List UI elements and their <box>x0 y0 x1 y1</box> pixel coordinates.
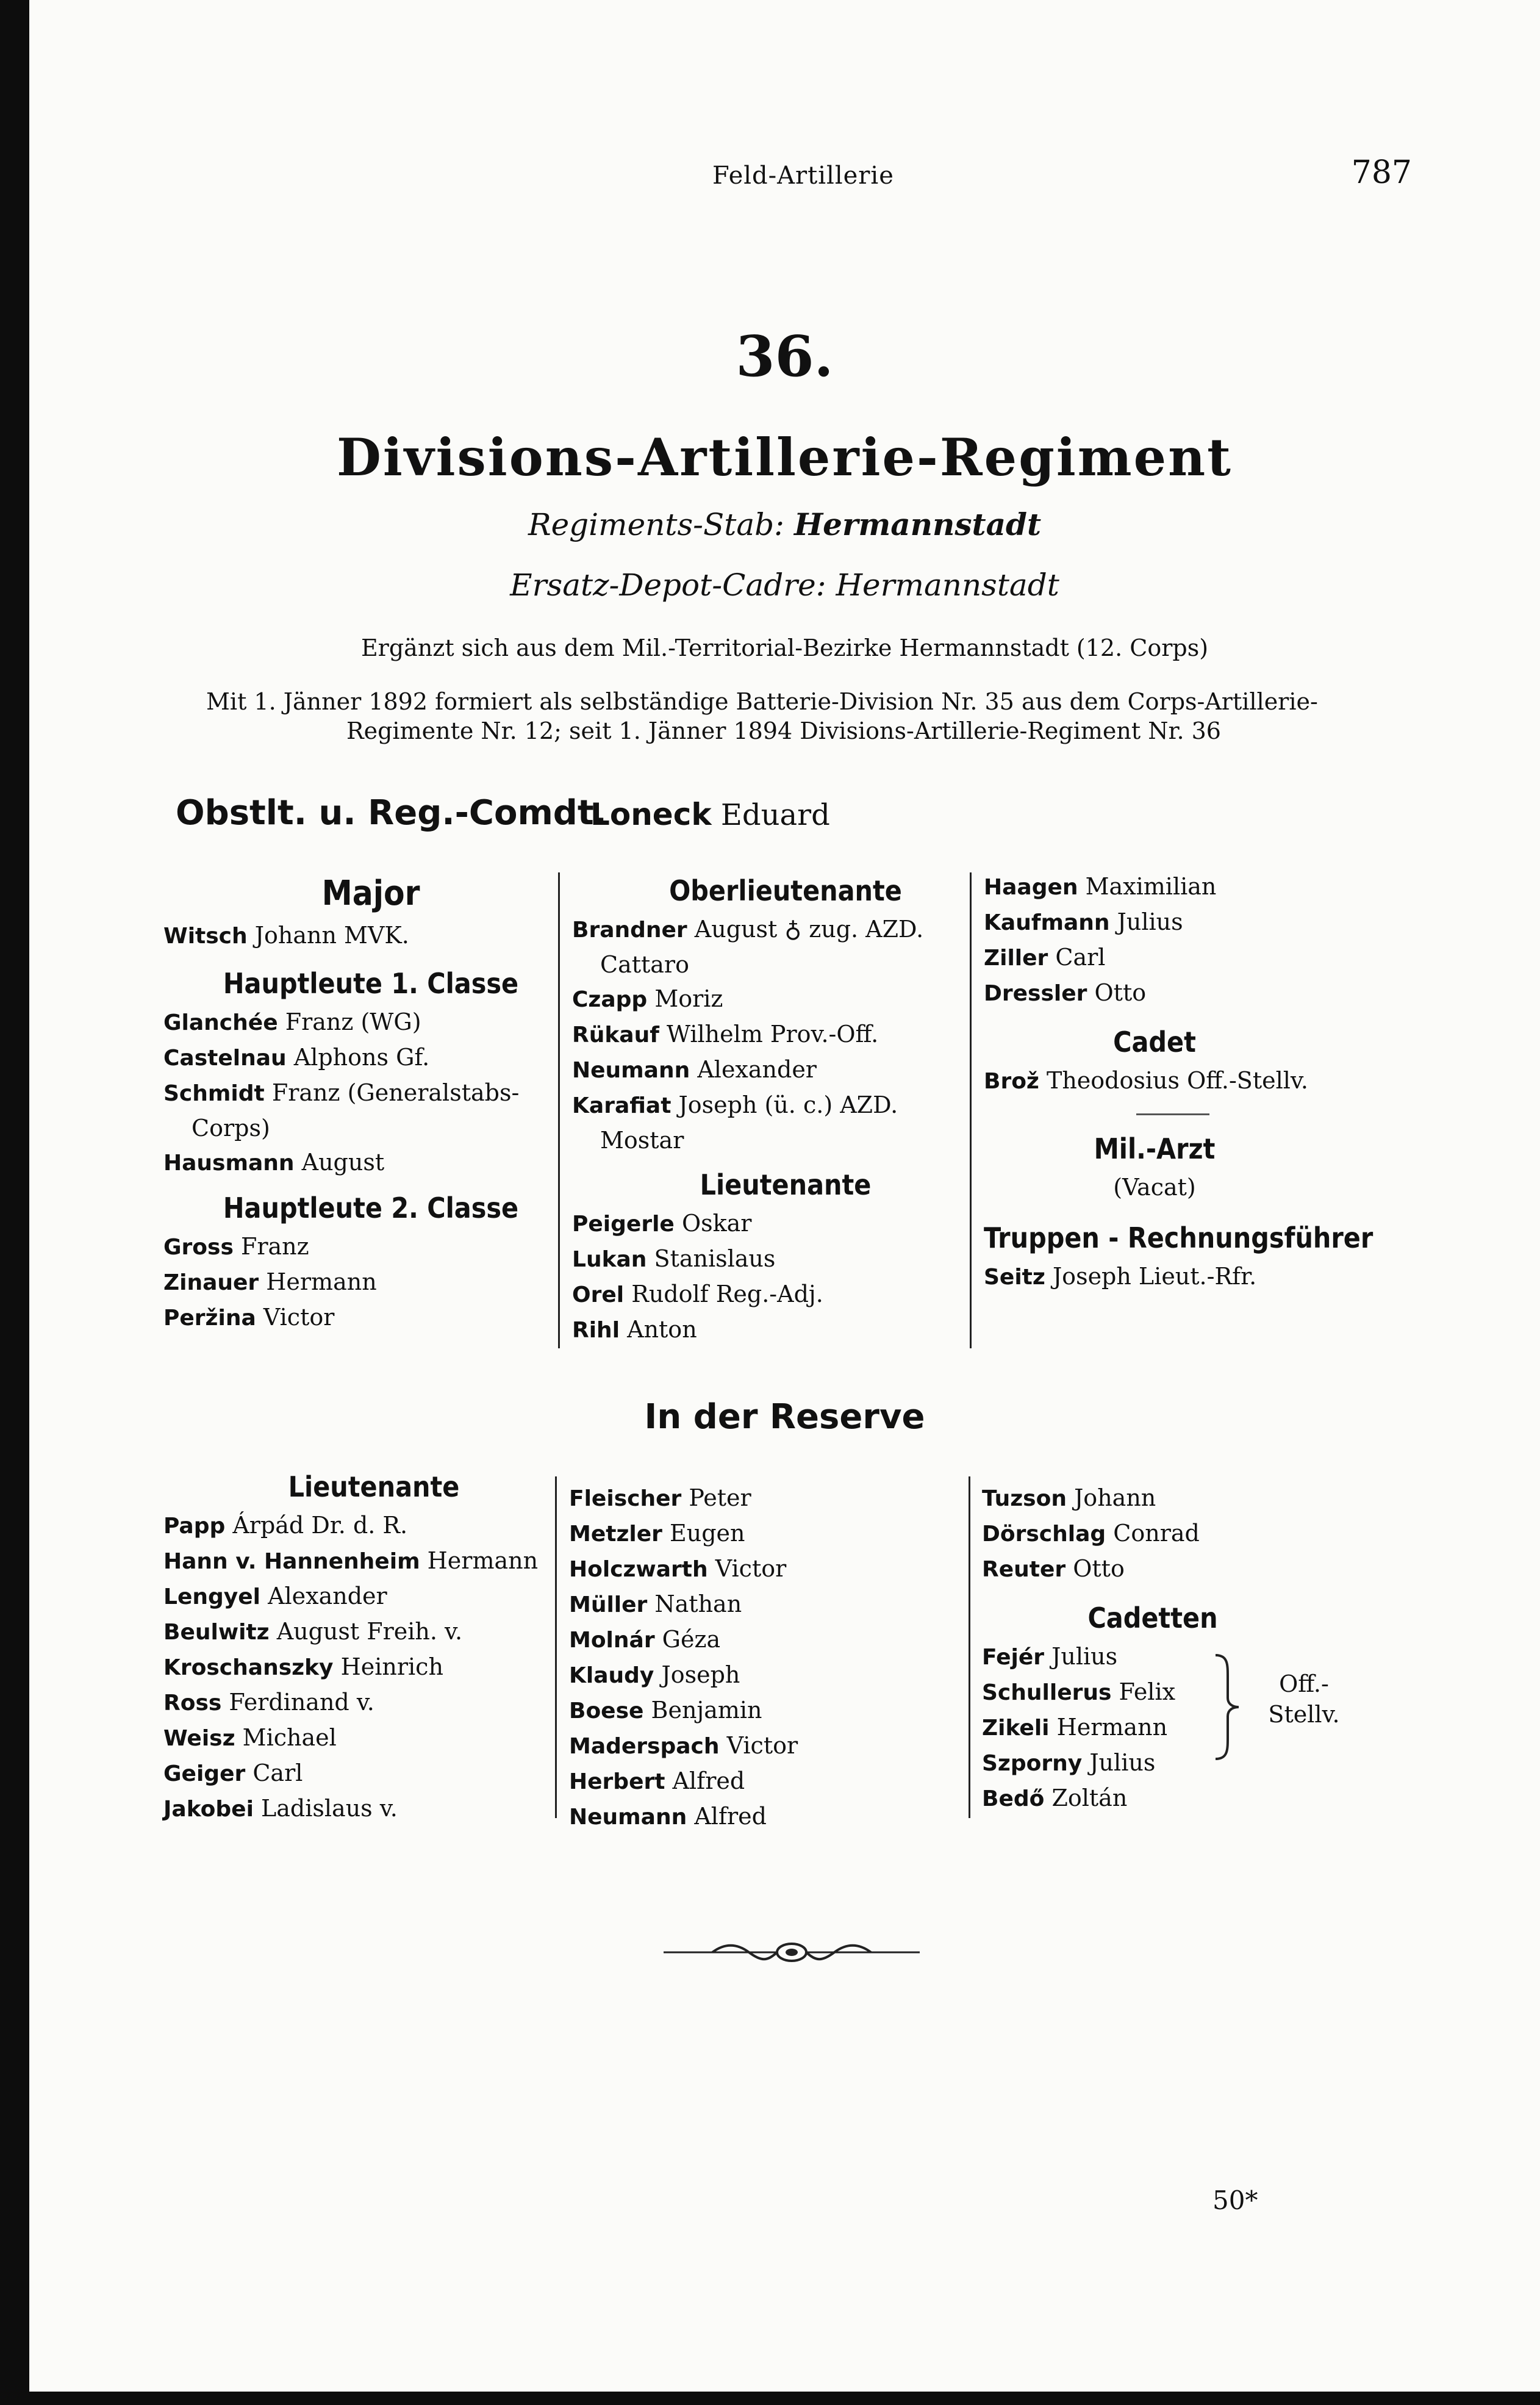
list-item <box>984 869 1411 905</box>
entry-surname: Fejér <box>982 1645 1045 1670</box>
list-item <box>163 1756 584 1791</box>
list-item <box>163 1040 578 1076</box>
cadet-heading: Cadet <box>1113 1026 1196 1059</box>
section-title: Feld-Artillerie <box>712 162 894 190</box>
entry-surname: Boese <box>569 1699 644 1724</box>
entry-rest: Alfred <box>694 1803 767 1830</box>
list-item <box>984 976 1411 1011</box>
list-item <box>163 1685 584 1720</box>
entry-rest: Joseph Lieut.-Rfr. <box>1052 1263 1257 1290</box>
commander-title: Obstlt. u. Reg.-Comdt. <box>176 793 607 833</box>
list-item <box>572 912 999 947</box>
entry-surname: Reuter <box>982 1557 1066 1582</box>
list-item <box>569 1658 972 1693</box>
entry-surname: Brož <box>984 1069 1039 1094</box>
running-head <box>29 154 1540 198</box>
list-item <box>982 1516 1409 1551</box>
page-number: 787 <box>1351 154 1412 191</box>
entry-rest: Zoltán <box>1051 1785 1128 1811</box>
list-item <box>569 1728 972 1764</box>
staff-place: Hermannstadt <box>793 506 1042 542</box>
entry-rest: Peter <box>689 1484 751 1511</box>
entry-rest: Árpád Dr. d. R. <box>232 1512 408 1539</box>
entry-rest: Mostar <box>600 1127 684 1154</box>
scan-edge-bottom <box>29 2392 1540 2405</box>
list-item <box>984 940 1411 976</box>
entry-rest: Julius <box>1089 1749 1156 1776</box>
entry-rest: Corps) <box>192 1115 270 1141</box>
formation-note <box>206 687 1395 746</box>
entry-rest: Joseph (ü. c.) AZD. <box>678 1091 898 1118</box>
entry-surname: Brandner <box>572 918 687 943</box>
entry-rest: Michael <box>242 1724 337 1751</box>
entry-surname: Gross <box>163 1235 234 1260</box>
off-stellv-label <box>1255 1669 1353 1730</box>
entry-surname: Bedő <box>982 1786 1045 1811</box>
signature-mark: 50* <box>1212 2185 1258 2215</box>
entry-surname: Neumann <box>569 1805 687 1830</box>
active-column-1 <box>163 869 578 1336</box>
list-item <box>569 1587 972 1622</box>
entry-rest: Nathan <box>654 1591 742 1617</box>
list-item <box>982 1781 1409 1816</box>
list-item <box>163 1650 584 1685</box>
entry-rest: Hermann <box>266 1268 377 1295</box>
entry-surname: Czapp <box>572 987 648 1012</box>
commander-name <box>590 797 830 832</box>
entry-surname: Lengyel <box>163 1584 260 1609</box>
active-column-2 <box>572 869 999 1348</box>
entry-surname: Weisz <box>163 1726 235 1751</box>
list-item <box>163 1300 578 1336</box>
entry-rest: Alfred <box>672 1767 745 1794</box>
lieutenante-heading: Lieutenante <box>700 1168 872 1201</box>
entry-surname: Lukan <box>572 1247 647 1272</box>
hauptleute1-heading: Hauptleute 1. Classe <box>223 967 519 1000</box>
entry-surname: Metzler <box>569 1522 662 1547</box>
entry-rest: August <box>301 1149 385 1176</box>
brace-icon <box>1209 1652 1246 1762</box>
entry-surname: Fleischer <box>569 1486 682 1511</box>
list-item <box>984 1063 1411 1099</box>
entry-rest: Carl <box>1055 944 1106 971</box>
hauptleute2-heading: Hauptleute 2. Classe <box>223 1192 519 1224</box>
entry-surname: Holczwarth <box>569 1557 708 1582</box>
entry-rest: Felix <box>1119 1678 1176 1705</box>
entry-rest: Carl <box>252 1760 303 1786</box>
list-item <box>572 1277 999 1312</box>
staff-label: Regiments-Stab: <box>528 507 785 542</box>
regiment-number: 36. <box>736 323 834 389</box>
entry-rest: Hermann <box>427 1547 539 1574</box>
entry-surname: Zinauer <box>163 1270 259 1295</box>
entry-rest: Moriz <box>654 985 723 1012</box>
list-item <box>163 1791 584 1827</box>
entry-rest: Otto <box>1094 979 1147 1006</box>
entry-rest: Rudolf Reg.-Adj. <box>631 1281 823 1307</box>
entry-surname: Dörschlag <box>982 1522 1106 1547</box>
entry-surname: Orel <box>572 1282 625 1307</box>
list-item <box>163 1005 578 1040</box>
cadetten-heading: Cadetten <box>1087 1602 1218 1634</box>
list-item <box>984 905 1411 940</box>
list-item <box>572 1242 999 1277</box>
list-item <box>163 1265 578 1300</box>
entry-rest: Hermann <box>1056 1714 1168 1741</box>
list-item <box>572 1088 999 1123</box>
entry-rest: Ladislaus v. <box>261 1795 398 1822</box>
entry-surname: Dressler <box>984 981 1087 1006</box>
entry-surname: Castelnau <box>163 1046 287 1071</box>
entry-rest: Julius <box>1051 1643 1118 1670</box>
column-divider <box>555 1476 557 1818</box>
list-item <box>163 1229 578 1265</box>
column-divider <box>558 872 560 1348</box>
entry-surname: Neumann <box>572 1058 690 1083</box>
list-item <box>572 982 999 1017</box>
entry-surname: Herbert <box>569 1769 665 1794</box>
entry-surname: Schmidt <box>163 1081 265 1106</box>
entry-surname: Seitz <box>984 1265 1045 1290</box>
entry-rest: Eugen <box>670 1520 745 1547</box>
entry-rest: Franz (WG) <box>285 1008 421 1035</box>
entry-surname: Geiger <box>163 1761 246 1786</box>
list-item <box>163 1544 584 1579</box>
list-item <box>984 1259 1411 1295</box>
scan-edge-left <box>0 0 29 2405</box>
entry-rest: Maximilian <box>1085 873 1217 900</box>
entry-rest: August Freih. v. <box>276 1618 463 1645</box>
entry-rest: Alexander <box>268 1583 387 1609</box>
entry-rest: Victor <box>715 1555 787 1582</box>
major-surname: Witsch <box>163 924 248 949</box>
depot-label: Ersatz-Depot-Cadre: <box>510 567 826 603</box>
entry-rest: Stanislaus <box>654 1245 776 1272</box>
entry-rest: Alphons Gf. <box>293 1044 430 1071</box>
mil-arzt-heading: Mil.-Arzt <box>1094 1132 1216 1165</box>
major-entry <box>163 918 578 954</box>
entry-surname: Rükauf <box>572 1023 659 1048</box>
reserve-column-2 <box>569 1481 972 1835</box>
list-item <box>163 1614 584 1650</box>
entry-rest: Heinrich <box>340 1653 443 1680</box>
list-item <box>163 1720 584 1756</box>
reserve-column-1 <box>163 1465 584 1827</box>
entry-surname: Molnár <box>569 1628 655 1653</box>
entry-rest: Cattaro <box>600 951 689 978</box>
commander-given: Eduard <box>720 798 830 832</box>
rechnungsfuehrer-heading: Truppen - Rechnungsführer <box>984 1221 1373 1254</box>
list-item-continuation <box>572 1123 999 1157</box>
entry-surname: Klaudy <box>569 1663 654 1688</box>
staff-line <box>29 506 1540 542</box>
column-divider <box>970 872 972 1348</box>
list-item <box>163 1076 578 1111</box>
reserve-heading: In der Reserve <box>644 1397 925 1437</box>
document-page <box>29 0 1540 2405</box>
list-item <box>569 1516 972 1551</box>
list-item <box>163 1145 578 1181</box>
formation-note-line1: Mit 1. Jänner 1892 formiert als selbständige Batterie-Division Nr. 35 aus dem Corps-Artillerie- <box>206 688 1318 715</box>
off-stellv-line1: Off.- <box>1279 1670 1329 1697</box>
ornament-divider <box>664 1940 920 1965</box>
entry-surname: Haagen <box>984 875 1078 900</box>
entry-rest: Julius <box>1117 908 1183 935</box>
oberlieutenante-heading: Oberlieutenante <box>669 874 902 907</box>
entry-surname: Maderspach <box>569 1734 720 1759</box>
entry-surname: Ross <box>163 1691 222 1716</box>
list-item <box>163 1508 584 1544</box>
entry-rest: Franz <box>240 1233 309 1260</box>
entry-surname: Schullerus <box>982 1680 1112 1705</box>
entry-surname: Müller <box>569 1592 648 1617</box>
commander-surname: Loneck <box>590 797 712 832</box>
entry-rest: Benjamin <box>651 1697 762 1724</box>
entry-rest: Theodosius Off.-Stellv. <box>1046 1067 1308 1094</box>
list-item <box>572 1052 999 1088</box>
entry-surname: Hausmann <box>163 1151 295 1176</box>
entry-surname: Rihl <box>572 1318 620 1343</box>
entry-surname: Papp <box>163 1514 226 1539</box>
entry-surname: Szporny <box>982 1751 1083 1776</box>
major-heading: Major <box>321 874 420 913</box>
entry-rest: August ♁ zug. AZD. <box>694 916 924 943</box>
entry-rest: Joseph <box>661 1661 740 1688</box>
mil-arzt-value: (Vacat) <box>1113 1174 1196 1201</box>
list-item <box>572 1017 999 1052</box>
short-rule <box>1136 1113 1209 1115</box>
list-item <box>982 1745 1409 1781</box>
entry-rest: Alexander <box>697 1056 817 1083</box>
list-item <box>569 1693 972 1728</box>
entry-surname: Kaufmann <box>984 910 1110 935</box>
entry-rest: Victor <box>726 1732 798 1759</box>
list-item <box>982 1551 1409 1587</box>
reserve-column-3 <box>982 1481 1409 1816</box>
entry-rest: Wilhelm Prov.-Off. <box>666 1021 879 1048</box>
regiment-title: Divisions-Artillerie-Regiment <box>337 427 1233 487</box>
list-item <box>982 1481 1409 1516</box>
entry-rest: Conrad <box>1113 1520 1200 1547</box>
entry-surname: Peigerle <box>572 1212 675 1237</box>
entry-rest: Géza <box>662 1626 721 1653</box>
entry-rest: Ferdinand v. <box>229 1689 374 1716</box>
entry-surname: Zikeli <box>982 1716 1050 1741</box>
entry-surname: Ziller <box>984 946 1048 971</box>
depot-line <box>29 567 1540 603</box>
major-rest: Johann MVK. <box>254 922 409 949</box>
entry-rest: Oskar <box>681 1210 752 1237</box>
entry-rest: Johann <box>1074 1484 1156 1511</box>
list-item <box>163 1579 584 1614</box>
entry-rest: Victor <box>263 1304 335 1331</box>
entry-surname: Peržina <box>163 1306 256 1331</box>
reserve-lieutenante-heading: Lieutenante <box>288 1470 460 1503</box>
entry-surname: Beulwitz <box>163 1620 270 1645</box>
entry-rest: Otto <box>1073 1555 1125 1582</box>
recruitment-note: Ergänzt sich aus dem Mil.-Territorial-Bezirke Hermannstadt (12. Corps) <box>360 635 1209 661</box>
list-item <box>569 1551 972 1587</box>
list-item-continuation <box>163 1111 578 1145</box>
entry-surname: Kroschanszky <box>163 1655 334 1680</box>
list-item <box>569 1481 972 1516</box>
list-item <box>569 1622 972 1658</box>
entry-surname: Tuzson <box>982 1486 1067 1511</box>
off-stellv-line2: Stellv. <box>1268 1701 1340 1728</box>
depot-place: Hermannstadt <box>836 567 1059 603</box>
entry-rest: Franz (Generalstabs- <box>271 1079 520 1106</box>
active-column-3 <box>984 869 1411 1295</box>
entry-rest: Anton <box>627 1316 697 1343</box>
entry-surname: Jakobei <box>163 1797 254 1822</box>
list-item <box>569 1764 972 1799</box>
entry-surname: Hann v. Hannenheim <box>163 1549 420 1574</box>
formation-note-line2: Regimente Nr. 12; seit 1. Jänner 1894 Divisions-Artillerie-Regiment Nr. 36 <box>346 717 1221 744</box>
list-item-continuation <box>572 947 999 982</box>
entry-surname: Karafiat <box>572 1093 672 1118</box>
entry-surname: Glanchée <box>163 1010 278 1035</box>
list-item <box>572 1206 999 1242</box>
list-item <box>572 1312 999 1348</box>
list-item <box>569 1799 972 1835</box>
column-divider <box>969 1476 970 1818</box>
